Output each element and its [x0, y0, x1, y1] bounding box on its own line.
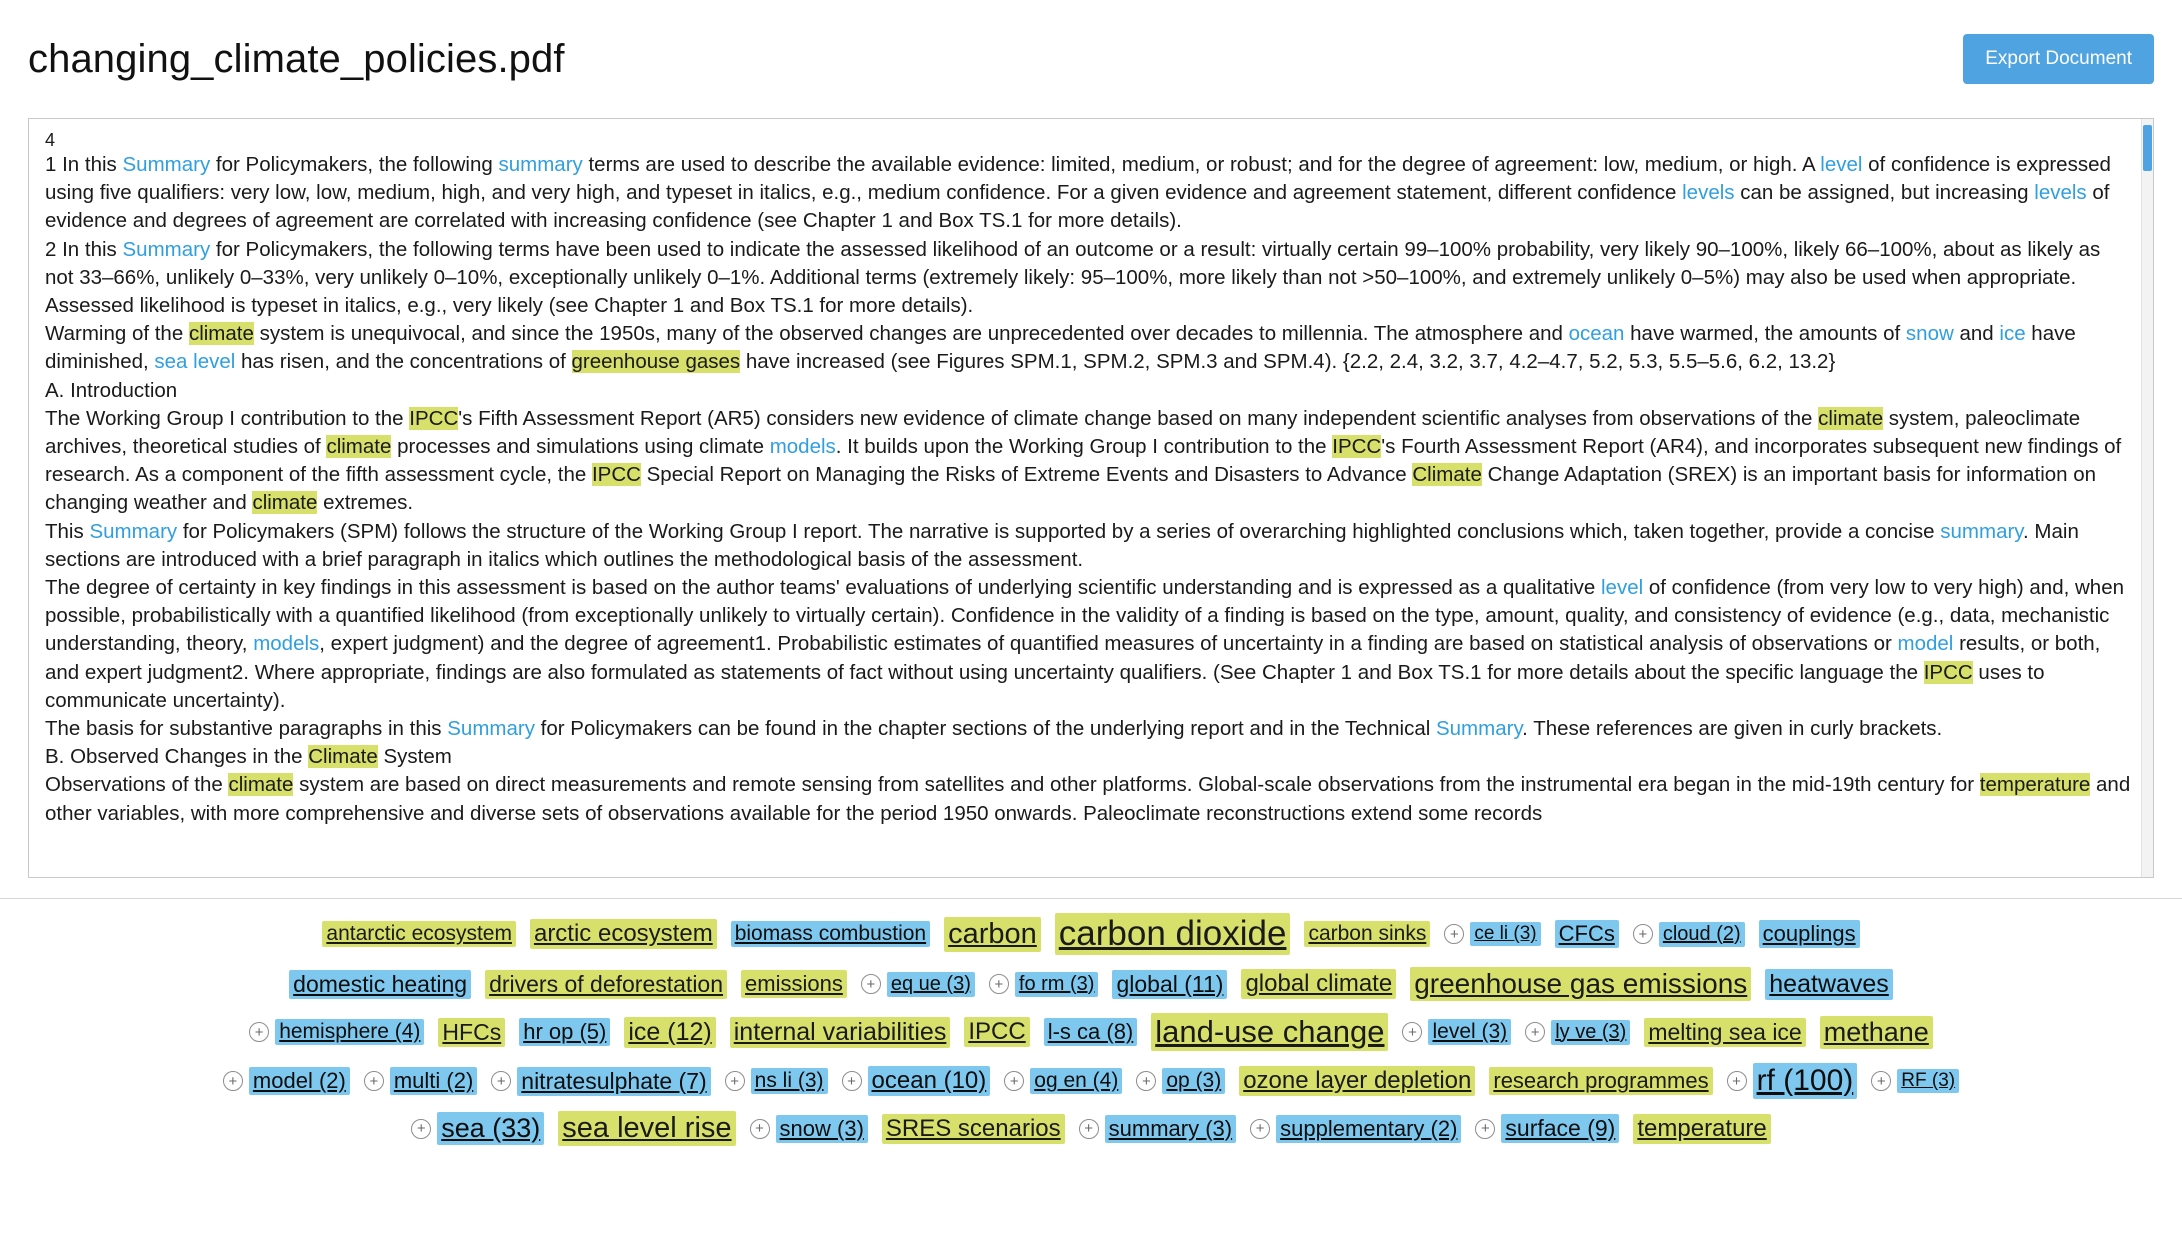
tag-item	[1136, 1068, 1225, 1094]
tag-item	[485, 970, 727, 999]
link-ocean[interactable]: ocean	[1568, 322, 1625, 346]
highlight-temperature[interactable]: temperature	[1979, 773, 2091, 797]
tag-link[interactable]: nitratesulphate (7)	[517, 1067, 710, 1096]
tag-link[interactable]: hr op (5)	[519, 1018, 610, 1046]
highlight-climate[interactable]: Climate	[1412, 463, 1482, 487]
expand-plus-icon[interactable]: +	[223, 1071, 243, 1091]
link-models[interactable]: models	[769, 435, 836, 459]
tag-link[interactable]: internal variabilities	[730, 1017, 951, 1048]
tag-link[interactable]: drivers of deforestation	[485, 970, 727, 999]
expand-plus-icon[interactable]: +	[1079, 1119, 1099, 1139]
tag-item	[882, 1114, 1065, 1144]
expand-plus-icon[interactable]: +	[989, 974, 1009, 994]
tag-item	[1644, 1018, 1805, 1047]
link-ice[interactable]: ice	[1999, 322, 2026, 346]
tag-link[interactable]: couplings	[1759, 920, 1860, 948]
tag-link[interactable]: snow (3)	[776, 1115, 868, 1143]
tag-link[interactable]: sea (33)	[437, 1112, 544, 1145]
tag-link[interactable]: cloud (2)	[1659, 922, 1745, 947]
tag-link[interactable]: SRES scenarios	[882, 1114, 1065, 1144]
tag-item	[1044, 1018, 1138, 1046]
document-section-heading: A. Introduction	[45, 378, 178, 402]
link-levels[interactable]: levels	[2034, 181, 2087, 205]
tag-item	[730, 1017, 951, 1048]
highlight-greenhouse-gases[interactable]: greenhouse gases	[571, 350, 741, 374]
tag-link[interactable]: methane	[1820, 1016, 1933, 1049]
expand-plus-icon[interactable]: +	[750, 1119, 770, 1139]
tag-link[interactable]: global climate	[1241, 969, 1396, 999]
tag-row	[40, 1111, 2142, 1146]
tag-link[interactable]: ocean (10)	[868, 1066, 991, 1096]
document-paragraph: 2 In this Summary for Policymakers, the following terms have been used to indicate the assessed likelihood of an outcome or a result: virtually certain 99–100% probability, very likely 90–100%, likely 66–100%, about as likely as not 33–66%, unlikely 0–33%, very unlikely 0–10%, exceptionally unlikely 0–1%. Additional terms (extremely likely: 95–100%, more likely than not >50–100%, and extremely unlikely 0–5%) may also be used when appropriate. Assessed likelihood is typeset in italics, e.g., very likely (see Chapter 1 and Box TS.1 for more details).	[45, 237, 2101, 318]
link-levels[interactable]: levels	[1682, 181, 1735, 205]
tag-item	[364, 1067, 477, 1095]
expand-plus-icon[interactable]: +	[1633, 924, 1653, 944]
link-models[interactable]: models	[253, 632, 320, 656]
viewer-scrollbar[interactable]	[2141, 119, 2153, 877]
link-model[interactable]: model	[1897, 632, 1954, 656]
tag-link[interactable]: summary (3)	[1105, 1115, 1236, 1143]
expand-plus-icon[interactable]: +	[364, 1071, 384, 1091]
tag-item	[750, 1115, 868, 1143]
viewer-scrollbar-thumb[interactable]	[2143, 125, 2152, 171]
link-level[interactable]: level	[1820, 153, 1863, 176]
tag-link[interactable]: antarctic ecosystem	[322, 921, 516, 947]
tag-item	[944, 917, 1041, 952]
tag-link[interactable]: ozone layer depletion	[1239, 1066, 1475, 1096]
link-level[interactable]: level	[1600, 576, 1644, 600]
highlight-climate[interactable]: climate	[228, 773, 294, 797]
tag-item	[1004, 1068, 1122, 1094]
tag-link[interactable]: fo rm (3)	[1015, 972, 1099, 997]
document-paragraph: The Working Group I contribution to the IPCC's Fifth Assessment Report (AR5) considers new evidence of climate change based on many independent scientific analyses from observations of the climate system, paleoclimate archives, theoretical studies of climate processes and simulations using climate models. It builds upon the Working Group I contribution to the IPCC's Fourth Assessment Report (AR4), and incorporates subsequent new findings of research. As a component of the fifth assessment cycle, the IPCC Special Report on Managing the Risks of Extreme Events and Disasters to Advance Climate Change Adaptation (SREX) is an important basis for information on changing weather and climate extremes.	[45, 406, 2122, 515]
export-document-button[interactable]: Export Document	[1963, 34, 2154, 84]
link-summary[interactable]: summary	[498, 153, 583, 176]
tag-link[interactable]: HFCs	[438, 1018, 505, 1047]
tag-link[interactable]: greenhouse gas emissions	[1410, 967, 1751, 1001]
tag-row	[40, 1063, 2142, 1099]
expand-plus-icon[interactable]: +	[491, 1071, 511, 1091]
tag-link[interactable]: eq ue (3)	[887, 972, 975, 997]
link-summary[interactable]: Summary	[89, 519, 178, 543]
link-sea-level[interactable]: sea level	[154, 350, 236, 374]
tag-item	[411, 1112, 544, 1145]
tag-row	[40, 967, 2142, 1001]
document-viewer[interactable]	[28, 118, 2154, 878]
tag-link[interactable]: land-use change	[1151, 1013, 1388, 1051]
expand-plus-icon[interactable]: +	[1444, 924, 1464, 944]
highlight-climate[interactable]: Climate	[308, 745, 378, 769]
tag-link[interactable]: carbon sinks	[1304, 921, 1430, 947]
expand-plus-icon[interactable]: +	[1475, 1119, 1495, 1139]
tag-item	[1402, 1019, 1511, 1045]
link-summary[interactable]: summary	[1940, 519, 2024, 543]
tag-link[interactable]: surface (9)	[1501, 1114, 1619, 1143]
tag-link[interactable]: biomass combustion	[731, 921, 930, 947]
tag-link[interactable]: research programmes	[1489, 1067, 1712, 1095]
document-paragraph: The degree of certainty in key findings in this assessment is based on the author teams' evaluations of underlying scientific understanding and is expressed as a qualitative level of confidence (from very low to very high) and, when possible, probabilistically with a quantified likelihood (from exceptionally unlikely to virtually certain). Confidence in the validity of a finding is based on the type, amount, quality, and consistency of evidence (e.g., data, mechanistic understanding, theory, models, expert judgment) and the degree of agreement1. Probabilistic estimates of quantified measures of uncertainty in a finding are based on statistical analysis of observations or model results, or both, and expert judgment2. Where appropriate, findings are also formulated as statements of fact without using uncertainty qualifiers. (See Chapter 1 and Box TS.1 for more details about the specific language the IPCC uses to communicate uncertainty).	[45, 576, 2124, 712]
document-section-heading: B. Observed Changes in the Climate System	[45, 745, 452, 769]
tag-link[interactable]: global (11)	[1112, 970, 1227, 999]
tag-item	[249, 1019, 424, 1045]
tag-item	[289, 970, 471, 999]
document-text-area	[29, 119, 2153, 877]
highlight-ipcc[interactable]: IPCC	[409, 406, 459, 430]
expand-plus-icon[interactable]: +	[1250, 1119, 1270, 1139]
tag-item	[491, 1067, 710, 1096]
tag-item	[741, 970, 847, 998]
tag-link[interactable]: melting sea ice	[1644, 1018, 1805, 1047]
highlight-climate[interactable]: climate	[1818, 406, 1884, 430]
tag-link[interactable]: sea level rise	[558, 1111, 735, 1146]
document-paragraph: This Summary for Policymakers (SPM) follows the structure of the Working Group I report. The narrative is supported by a series of overarching highlighted conclusions which, taken together, provide a concise summary. Main sections are introduced with a brief paragraph in italics which outlines the methodological basis of the assessment.	[45, 519, 2079, 571]
tag-item	[1112, 970, 1227, 999]
tag-item	[1489, 1067, 1712, 1095]
link-summary[interactable]: Summary	[447, 717, 535, 741]
expand-plus-icon[interactable]: +	[411, 1119, 431, 1139]
expand-plus-icon[interactable]: +	[1402, 1022, 1422, 1042]
highlight-ipcc[interactable]: IPCC	[1332, 435, 1382, 459]
link-summary[interactable]: Summary	[122, 237, 211, 261]
tag-item	[1555, 920, 1619, 948]
tag-link[interactable]: carbon dioxide	[1055, 913, 1291, 955]
tag-item	[1727, 1063, 1858, 1099]
expand-plus-icon[interactable]: +	[1004, 1071, 1024, 1091]
page-number: 4	[45, 130, 56, 150]
tag-item	[519, 1018, 610, 1046]
tag-item	[1151, 1013, 1388, 1051]
tag-link[interactable]: supplementary (2)	[1276, 1115, 1461, 1143]
tag-link[interactable]: model (2)	[249, 1067, 350, 1095]
tag-item	[861, 972, 975, 997]
tag-link[interactable]: og en (4)	[1030, 1068, 1122, 1094]
expand-plus-icon[interactable]: +	[1727, 1071, 1747, 1091]
highlight-climate[interactable]: climate	[326, 435, 392, 459]
tag-item	[1079, 1115, 1236, 1143]
tag-item	[1765, 969, 1893, 1000]
tag-item	[1525, 1020, 1630, 1045]
tag-item	[1633, 1114, 1770, 1144]
tag-link[interactable]: domestic heating	[289, 970, 471, 999]
tag-item	[1055, 913, 1291, 955]
link-snow[interactable]: snow	[1905, 322, 1954, 346]
tag-row	[40, 1013, 2142, 1051]
document-paragraph: 1 In this Summary for Policymakers, the following summary terms are used to describe the available evidence: limited, medium, or robust; and for the degree of agreement: low, medium, or high. A level of confidence is expressed using five qualifiers: very low, low, medium, high, and very high, and typeset in italics, e.g., medium confidence. For a given evidence and agreement statement, different confidence levels can be assigned, but increasing levels of evidence and degrees of agreement are correlated with increasing confidence (see Chapter 1 and Box TS.1 for more details).	[45, 153, 2111, 233]
document-paragraph: The basis for substantive paragraphs in this Summary for Policymakers can be found in the chapter sections of the underlying report and in the Technical Summary. These references are given in curly brackets.	[45, 717, 1943, 741]
tag-item	[624, 1017, 715, 1048]
tag-item	[1304, 921, 1430, 947]
tag-link[interactable]: CFCs	[1555, 920, 1619, 948]
tag-link[interactable]: op (3)	[1162, 1068, 1225, 1094]
tag-item	[731, 921, 930, 947]
tag-link[interactable]: level (3)	[1428, 1019, 1511, 1045]
expand-plus-icon[interactable]: +	[861, 974, 881, 994]
tag-item	[223, 1067, 350, 1095]
document-paragraph: Warming of the climate system is unequivocal, and since the 1950s, many of the observed changes are unprecedented over decades to millennia. The atmosphere and ocean have warmed, the amounts of snow and ice have diminished, sea level has risen, and the concentrations of greenhouse gases have increased (see Figures SPM.1, SPM.2, SPM.3 and SPM.4). {2.2, 2.4, 3.2, 3.7, 4.2–4.7, 5.2, 5.3, 5.5–5.6, 6.2, 13.2}	[45, 322, 2076, 374]
tag-item	[989, 972, 1099, 997]
document-paragraph: Observations of the climate system are based on direct measurements and remote sensing from satellites and other platforms. Global-scale observations from the instrumental era began in the mid-19th century for temperature and other variables, with more comprehensive and diverse sets of observations available for the period 1950 onwards. Paleoclimate reconstructions extend some records	[45, 773, 2131, 825]
tag-link[interactable]: l-s ca (8)	[1044, 1018, 1138, 1046]
tag-item	[1820, 1016, 1933, 1049]
tag-item	[842, 1066, 991, 1096]
tag-item	[964, 1017, 1029, 1047]
tag-link[interactable]: RF (3)	[1897, 1069, 1959, 1093]
tag-item	[1444, 922, 1540, 946]
tag-item	[558, 1111, 735, 1146]
tag-item	[1475, 1114, 1619, 1143]
tag-item	[1410, 967, 1751, 1001]
highlight-ipcc[interactable]: IPCC	[591, 463, 641, 487]
tag-link[interactable]: ns li (3)	[751, 1068, 828, 1094]
tag-item	[1871, 1069, 1959, 1093]
expand-plus-icon[interactable]: +	[1525, 1022, 1545, 1042]
highlight-ipcc[interactable]: IPCC	[1923, 660, 1973, 684]
tag-item	[438, 1018, 505, 1047]
link-summary[interactable]: Summary	[1435, 717, 1523, 741]
app-header	[0, 0, 2182, 118]
expand-plus-icon[interactable]: +	[1136, 1071, 1156, 1091]
expand-plus-icon[interactable]: +	[842, 1071, 862, 1091]
tag-item	[1759, 920, 1860, 948]
expand-plus-icon[interactable]: +	[1871, 1071, 1891, 1091]
tag-link[interactable]: arctic ecosystem	[530, 919, 717, 949]
tag-link[interactable]: emissions	[741, 970, 847, 998]
tag-item	[530, 919, 717, 949]
tag-link[interactable]: IPCC	[964, 1017, 1029, 1047]
highlight-climate[interactable]: climate	[188, 322, 254, 346]
highlight-climate[interactable]: climate	[252, 491, 318, 515]
expand-plus-icon[interactable]: +	[249, 1022, 269, 1042]
tag-link[interactable]: heatwaves	[1765, 969, 1893, 1000]
page-title: changing_climate_policies.pdf	[28, 36, 565, 81]
tag-link[interactable]: temperature	[1633, 1114, 1770, 1144]
tag-item	[725, 1068, 828, 1094]
tag-item	[1241, 969, 1396, 999]
tag-link[interactable]: hemisphere (4)	[275, 1019, 424, 1045]
tag-item	[1250, 1115, 1461, 1143]
tag-link[interactable]: ly ve (3)	[1551, 1020, 1630, 1045]
tag-cloud	[0, 899, 2182, 1164]
tag-item	[1239, 1066, 1475, 1096]
tag-link[interactable]: rf (100)	[1753, 1063, 1858, 1099]
tag-link[interactable]: ice (12)	[624, 1017, 715, 1048]
tag-link[interactable]: ce li (3)	[1470, 922, 1540, 946]
tag-item	[322, 921, 516, 947]
link-summary[interactable]: Summary	[122, 153, 211, 176]
tag-row	[40, 913, 2142, 955]
tag-link[interactable]: carbon	[944, 917, 1041, 952]
tag-link[interactable]: multi (2)	[390, 1067, 477, 1095]
expand-plus-icon[interactable]: +	[725, 1071, 745, 1091]
tag-item	[1633, 922, 1745, 947]
